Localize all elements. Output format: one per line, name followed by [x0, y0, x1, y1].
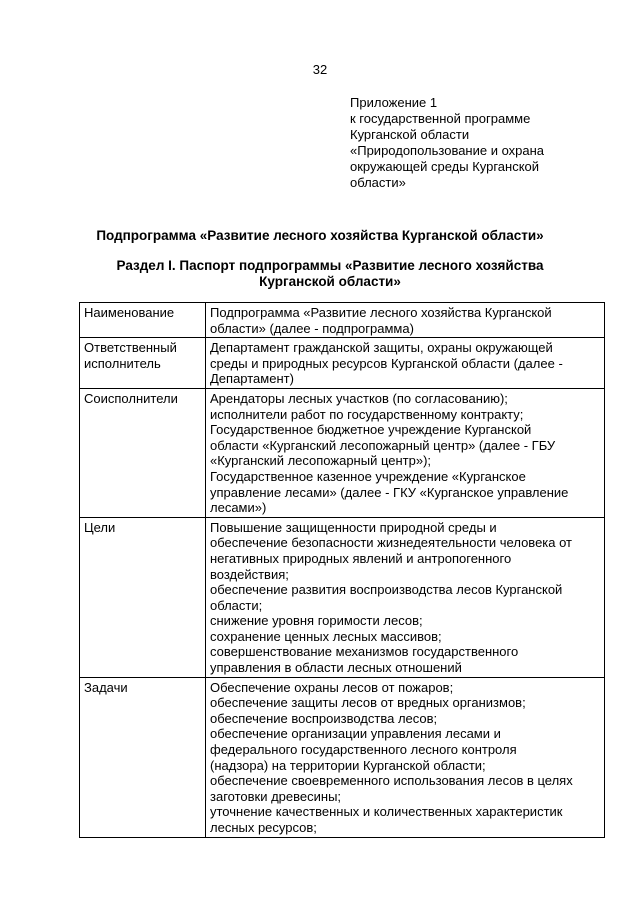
row-value-line: Арендаторы лесных участков (по согласованию);	[210, 390, 508, 406]
subprogram-title: Подпрограмма «Развитие лесного хозяйства Курганской области»	[96, 228, 544, 243]
row-value-line: (надзора) на территории Курганской области;	[210, 757, 486, 773]
table-row	[80, 303, 605, 338]
row-value-line: уточнение качественных и количественных характеристик	[210, 804, 563, 820]
table-row	[80, 388, 605, 517]
row-value-line: обеспечение безопасности жизнедеятельности человека от	[210, 535, 573, 551]
appendix-line: области»	[350, 175, 406, 190]
row-label: Соисполнители	[84, 390, 178, 406]
row-value-line: негативных природных явлений и антропогенного	[210, 550, 512, 566]
row-label: Ответственный	[84, 340, 177, 356]
row-label: Задачи	[84, 679, 128, 695]
row-value-line: снижение уровня горимости лесов;	[210, 613, 423, 629]
row-value-line: Департамент гражданской защиты, охраны окружающей	[210, 340, 553, 356]
row-value-cell	[206, 677, 605, 837]
row-value-cell	[206, 338, 605, 389]
row-label-cell	[80, 338, 206, 389]
passport-table-body	[80, 303, 605, 838]
table-row	[80, 517, 605, 677]
row-value-line: Обеспечение охраны лесов от пожаров;	[210, 679, 454, 695]
row-value-cell	[206, 388, 605, 517]
row-value-line: управление лесами» (далее - ГКУ «Курганское управление	[210, 484, 569, 500]
row-value-line: воздействия;	[210, 566, 289, 582]
row-label: Цели	[84, 519, 116, 535]
row-value-line: обеспечение защиты лесов от вредных организмов;	[210, 695, 526, 711]
row-value-line: обеспечение организации управления лесами и	[210, 726, 501, 742]
page-number: 32	[312, 62, 328, 77]
row-label-cell	[80, 517, 206, 677]
row-value-line: области;	[210, 597, 263, 613]
row-value-line: Подпрограмма «Развитие лесного хозяйства Курганской	[210, 305, 552, 320]
row-value-line: Государственное казенное учреждение «Курганское	[210, 468, 526, 484]
row-value-cell	[206, 303, 605, 338]
appendix-line: к государственной программе	[350, 111, 531, 126]
row-label: исполнитель	[84, 355, 161, 371]
row-value-line: обеспечение своевременного использования лесов в целях	[210, 773, 573, 789]
row-value-line: обеспечение развития воспроизводства лесов Курганской	[210, 582, 563, 598]
row-value-line: Повышение защищенности природной среды и	[210, 519, 497, 535]
row-value-line: исполнители работ по государственному контракту;	[210, 406, 524, 422]
row-value-line: «Курганский лесопожарный центр»);	[210, 453, 432, 469]
row-label-cell	[80, 303, 206, 338]
row-value-line: Государственное бюджетное учреждение Курганской	[210, 422, 532, 438]
row-value-line: лесами»)	[210, 500, 267, 516]
appendix-line: «Природопользование и охрана	[350, 143, 545, 158]
row-value-line: среды и природных ресурсов Курганской области (далее -	[210, 355, 563, 371]
row-value-line: обеспечение воспроизводства лесов;	[210, 710, 438, 726]
row-value-line: сохранение ценных лесных массивов;	[210, 628, 442, 644]
row-value-line: Департамент)	[210, 371, 294, 387]
row-value-line: области «Курганский лесопожарный центр» (далее - ГБУ	[210, 437, 556, 453]
appendix-line: окружающей среды Курганской	[350, 159, 540, 174]
row-value-line: заготовки древесины;	[210, 788, 342, 804]
row-label-cell	[80, 677, 206, 837]
row-value-line: лесных ресурсов;	[210, 820, 317, 835]
row-label: Наименование	[84, 305, 175, 320]
row-value-line: федерального государственного лесного контроля	[210, 742, 517, 758]
table-row	[80, 677, 605, 837]
section-title	[80, 258, 580, 290]
row-label-cell	[80, 388, 206, 517]
section-title-line: Курганской области»	[259, 274, 401, 289]
table-row	[80, 338, 605, 389]
appendix-note	[350, 95, 590, 191]
section-title-line: Раздел I. Паспорт подпрограммы «Развитие лесного хозяйства	[116, 258, 544, 273]
row-value-line: управления в области лесных отношений	[210, 660, 462, 676]
row-value-line: совершенствование механизмов государственного	[210, 644, 519, 660]
appendix-line: Приложение 1	[350, 95, 438, 110]
appendix-line: Курганской области	[350, 127, 470, 142]
row-value-line: области» (далее - подпрограмма)	[210, 320, 414, 336]
row-value-cell	[206, 517, 605, 677]
passport-table	[79, 302, 605, 838]
